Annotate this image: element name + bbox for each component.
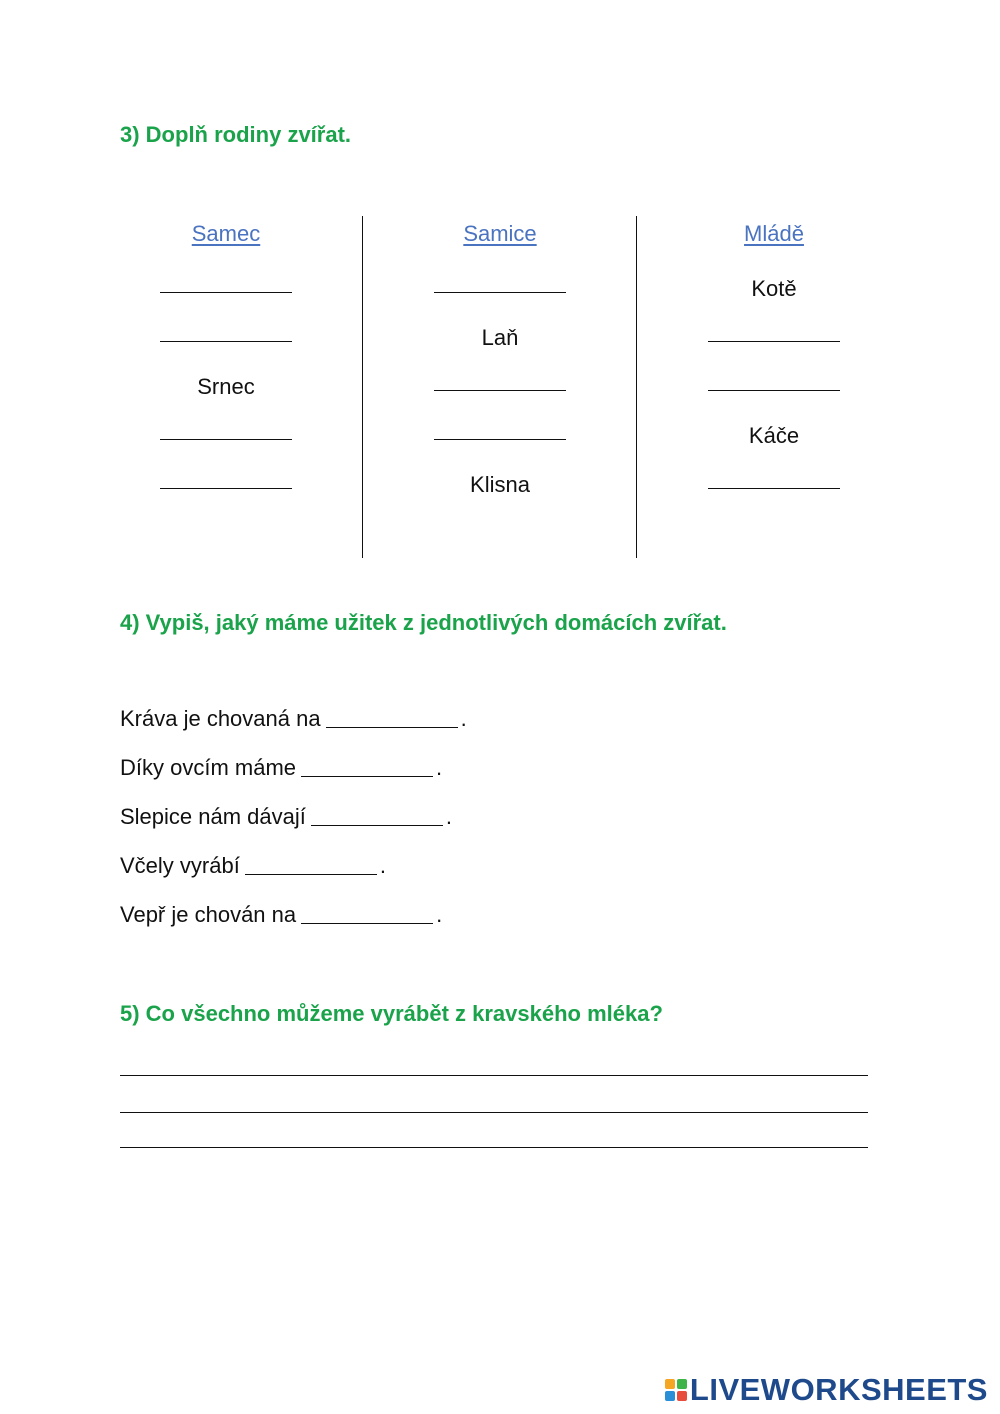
table-cell[interactable] [380,411,620,460]
answer-blank[interactable] [434,439,566,440]
sentence-row [120,853,386,879]
liveworksheets-logo [665,1372,988,1408]
column-female [380,216,620,509]
answer-blank[interactable] [160,439,292,440]
answer-blank[interactable] [160,341,292,342]
answer-blank[interactable] [434,292,566,293]
sentence-text: Díky ovcím máme [120,755,297,780]
table-cell[interactable] [654,460,894,509]
table-cell: Kotě [751,275,797,301]
column-header-male: Samec [191,221,261,246]
section-4-heading: 4) Vypiš, jaký máme užitek z jednotlivých domácích zvířat. [120,610,727,635]
logo-square [677,1391,687,1401]
answer-blank[interactable] [708,390,840,391]
column-divider [362,216,363,558]
table-cell: Laň [481,324,519,350]
sentence-end: . [445,804,453,829]
sentence-end: . [436,902,443,927]
table-cell: Srnec [197,373,255,399]
answer-blank[interactable] [245,874,377,875]
table-cell[interactable] [106,313,346,362]
answer-blank[interactable] [160,488,292,489]
table-cell[interactable] [654,313,894,362]
table-cell[interactable] [380,264,620,313]
sentence-row [120,706,467,732]
table-cell[interactable] [380,362,620,411]
column-male [106,216,346,509]
sentence-end: . [436,755,443,780]
logo-square [665,1379,675,1389]
logo-mark-icon [665,1379,687,1401]
answer-line[interactable] [120,1147,868,1148]
answer-blank[interactable] [301,776,433,777]
answer-blank[interactable] [434,390,566,391]
answer-blank[interactable] [326,727,458,728]
answer-blank[interactable] [708,341,840,342]
sentence-text: Včely vyrábí [120,853,240,878]
answer-line[interactable] [120,1112,868,1113]
column-header-female: Samice [463,221,537,246]
logo-square [665,1391,675,1401]
column-header-young: Mládě [744,221,804,246]
answer-blank[interactable] [311,825,443,826]
answer-blank[interactable] [301,923,433,924]
section-5-heading: 5) Co všechno můžeme vyrábět z kravského mléka? [120,1001,663,1026]
answer-blank[interactable] [708,488,840,489]
sentence-row [120,804,452,830]
sentence-text: Kráva je chovaná na [120,706,321,731]
table-cell[interactable] [654,362,894,411]
sentence-end: . [460,706,467,731]
table-cell[interactable] [106,460,346,509]
answer-blank[interactable] [160,292,292,293]
section-3-heading: 3) Doplň rodiny zvířat. [120,122,352,147]
table-cell: Klisna [470,471,530,497]
sentence-text: Slepice nám dávají [120,804,306,829]
column-young [654,216,894,509]
sentence-row [120,755,442,781]
column-divider [636,216,637,558]
table-cell[interactable] [106,411,346,460]
sentence-text: Vepř je chován na [120,902,297,927]
answer-line[interactable] [120,1075,868,1076]
sentence-end: . [379,853,386,878]
sentence-row [120,902,442,928]
logo-text: LIVEWORKSHEETS [689,1372,988,1407]
table-cell: Káče [748,422,800,448]
table-cell[interactable] [106,264,346,313]
logo-square [677,1379,687,1389]
